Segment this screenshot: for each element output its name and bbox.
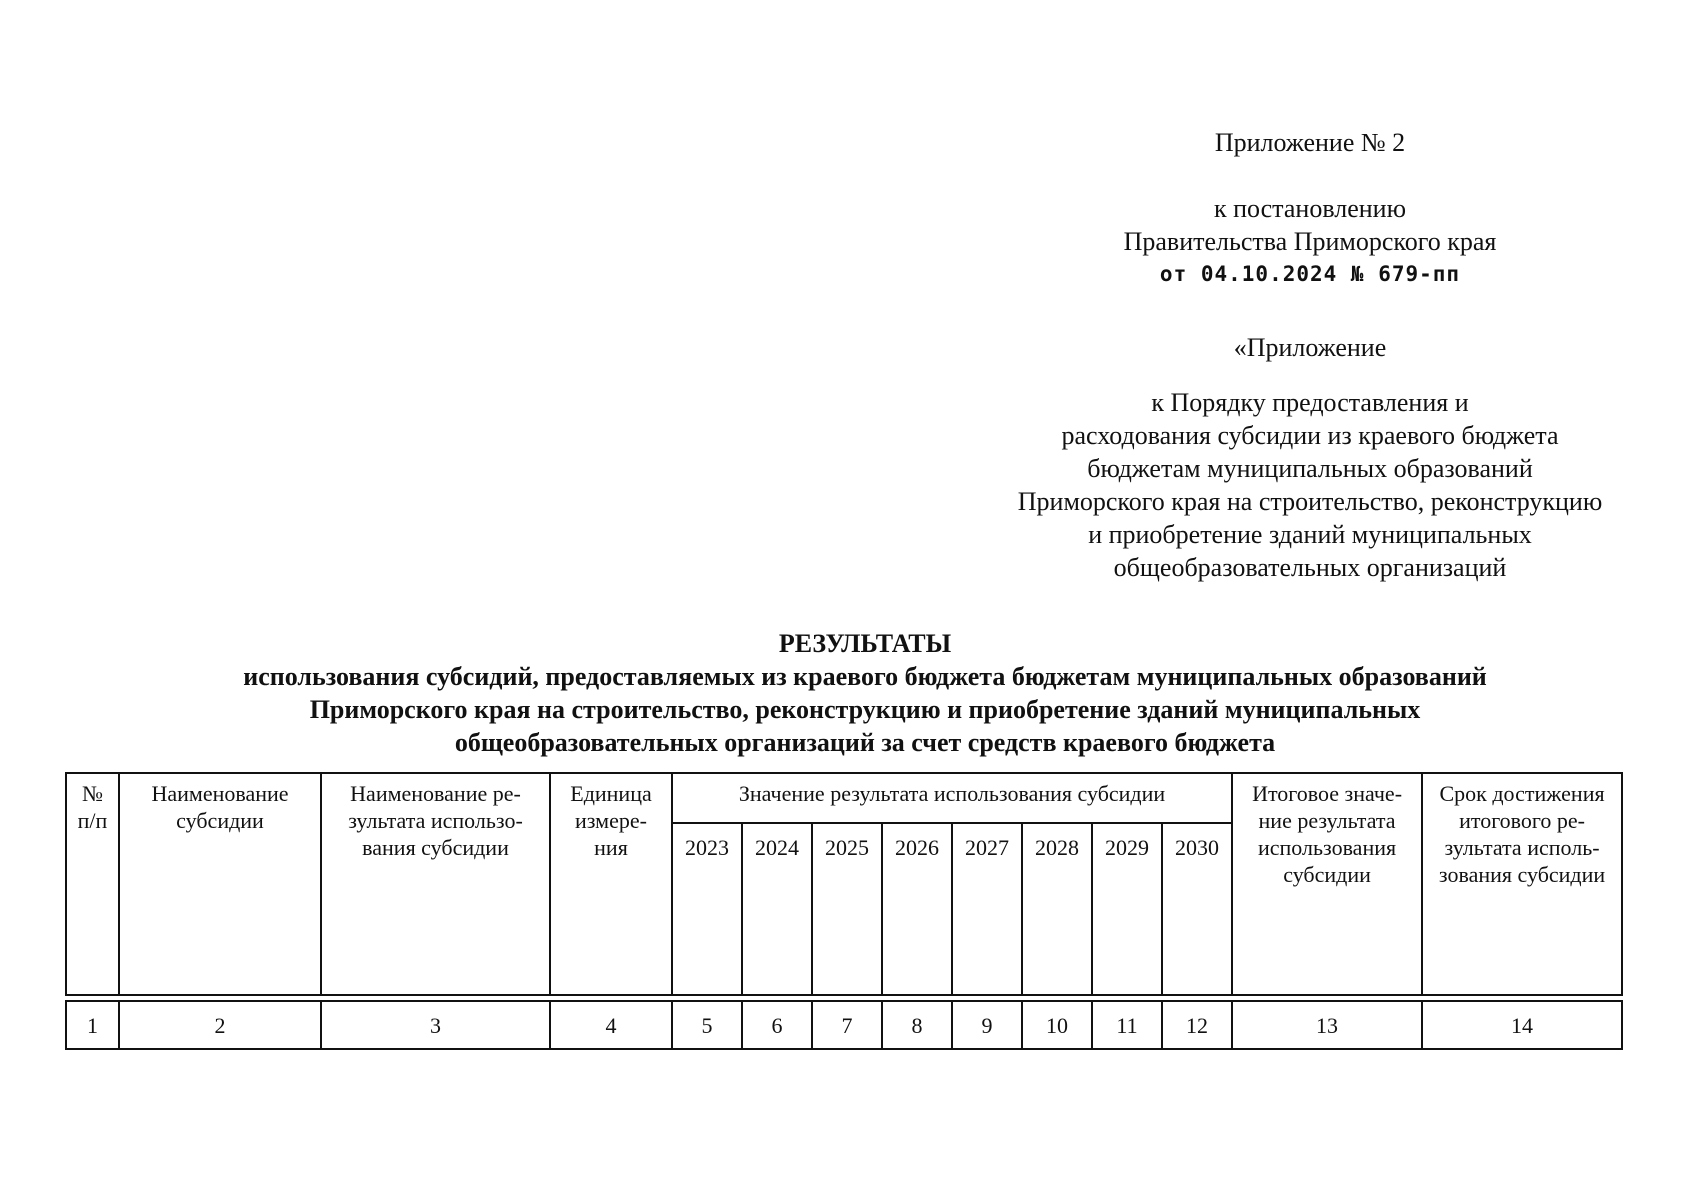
column-number-cell: 9 xyxy=(952,1001,1022,1049)
column-number-cell: 6 xyxy=(742,1001,812,1049)
procedure-line: общеобразовательных организаций xyxy=(1113,553,1507,582)
header-text-line: субсидии xyxy=(1283,862,1371,887)
header-text-line: зультата исполь- xyxy=(1444,835,1600,860)
year-header-cell: 2027 xyxy=(952,823,1022,995)
government-line: Правительства Приморского края xyxy=(1123,227,1497,256)
column-number-row xyxy=(65,1000,1623,1050)
to-resolution-line: к постановлению xyxy=(1213,194,1407,223)
header-number-cell xyxy=(66,773,119,995)
header-result-name-cell xyxy=(321,773,550,995)
year-header-cell: 2028 xyxy=(1022,823,1092,995)
document-title: РЕЗУЛЬТАТЫ xyxy=(778,629,952,658)
column-number-cell: 11 xyxy=(1092,1001,1162,1049)
header-text-line: ние результата xyxy=(1258,808,1396,833)
quoted-appendix-title: «Приложение xyxy=(1233,333,1387,362)
header-deadline-cell xyxy=(1422,773,1622,995)
column-number-cell: 3 xyxy=(321,1001,550,1049)
column-number-cell: 14 xyxy=(1422,1001,1622,1049)
quoted-appendix xyxy=(960,331,1660,364)
year-header-cell: 2026 xyxy=(882,823,952,995)
column-number-cell: 1 xyxy=(66,1001,119,1049)
column-number-cell: 7 xyxy=(812,1001,882,1049)
column-number-cell: 5 xyxy=(672,1001,742,1049)
header-text-line: Единица xyxy=(570,781,652,806)
header-text-line: вания субсидии xyxy=(362,835,509,860)
year-header-cell: 2029 xyxy=(1092,823,1162,995)
header-text-line: п/п xyxy=(77,808,108,833)
procedure-line: и приобретение зданий муниципальных xyxy=(1088,520,1532,549)
header-total-value-cell xyxy=(1232,773,1422,995)
header-text-line: использования xyxy=(1257,835,1397,860)
document-heading xyxy=(100,627,1630,759)
year-header-cell: 2025 xyxy=(812,823,882,995)
header-text-line: субсидии xyxy=(176,808,264,833)
header-text-line: Итоговое значе- xyxy=(1252,781,1403,806)
year-header-cell: 2030 xyxy=(1162,823,1232,995)
column-number-cell: 4 xyxy=(550,1001,672,1049)
document-subtitle-line: использования субсидий, предоставляемых из краевого бюджета бюджетам муниципальных образований xyxy=(243,662,1487,691)
year-header-cell: 2024 xyxy=(742,823,812,995)
header-text-line: ния xyxy=(594,835,628,860)
procedure-reference xyxy=(960,386,1660,584)
procedure-line: расходования субсидии из краевого бюджета xyxy=(1061,421,1559,450)
order-number-stamp: от 04.10.2024 № 679-пп xyxy=(1159,262,1461,286)
header-text-line: итогового ре- xyxy=(1459,808,1585,833)
header-unit-cell xyxy=(550,773,672,995)
document-subtitle-line: общеобразовательных организаций за счет средств краевого бюджета xyxy=(454,728,1276,757)
document-subtitle-line: Приморского края на строительство, реконструкцию и приобретение зданий муниципальных xyxy=(309,695,1421,724)
results-table-header xyxy=(65,772,1623,996)
header-text-line: Срок достижения xyxy=(1439,781,1605,806)
procedure-line: бюджетам муниципальных образований xyxy=(1087,454,1533,483)
header-text-line: зования субсидии xyxy=(1438,862,1606,887)
header-text-line: Наименование ре- xyxy=(350,781,521,806)
column-number-cell: 2 xyxy=(119,1001,321,1049)
column-number-cell: 13 xyxy=(1232,1001,1422,1049)
header-text-line: зультата использо- xyxy=(348,808,523,833)
procedure-line: к Порядку предоставления и xyxy=(1151,388,1469,417)
header-values-group-cell: Значение результата использования субсидии xyxy=(672,773,1232,823)
appendix-title: Приложение № 2 xyxy=(1214,128,1406,157)
header-text-line: измере- xyxy=(575,808,647,833)
resolution-reference xyxy=(960,192,1660,291)
year-header-cell: 2023 xyxy=(672,823,742,995)
column-number-cell: 12 xyxy=(1162,1001,1232,1049)
header-text-line: № xyxy=(82,781,103,806)
appendix-header xyxy=(960,126,1660,159)
header-subsidy-name-cell xyxy=(119,773,321,995)
column-number-cell: 10 xyxy=(1022,1001,1092,1049)
procedure-line: Приморского края на строительство, реконструкцию xyxy=(1017,487,1603,516)
column-number-cell: 8 xyxy=(882,1001,952,1049)
header-text-line: Наименование xyxy=(151,781,289,806)
